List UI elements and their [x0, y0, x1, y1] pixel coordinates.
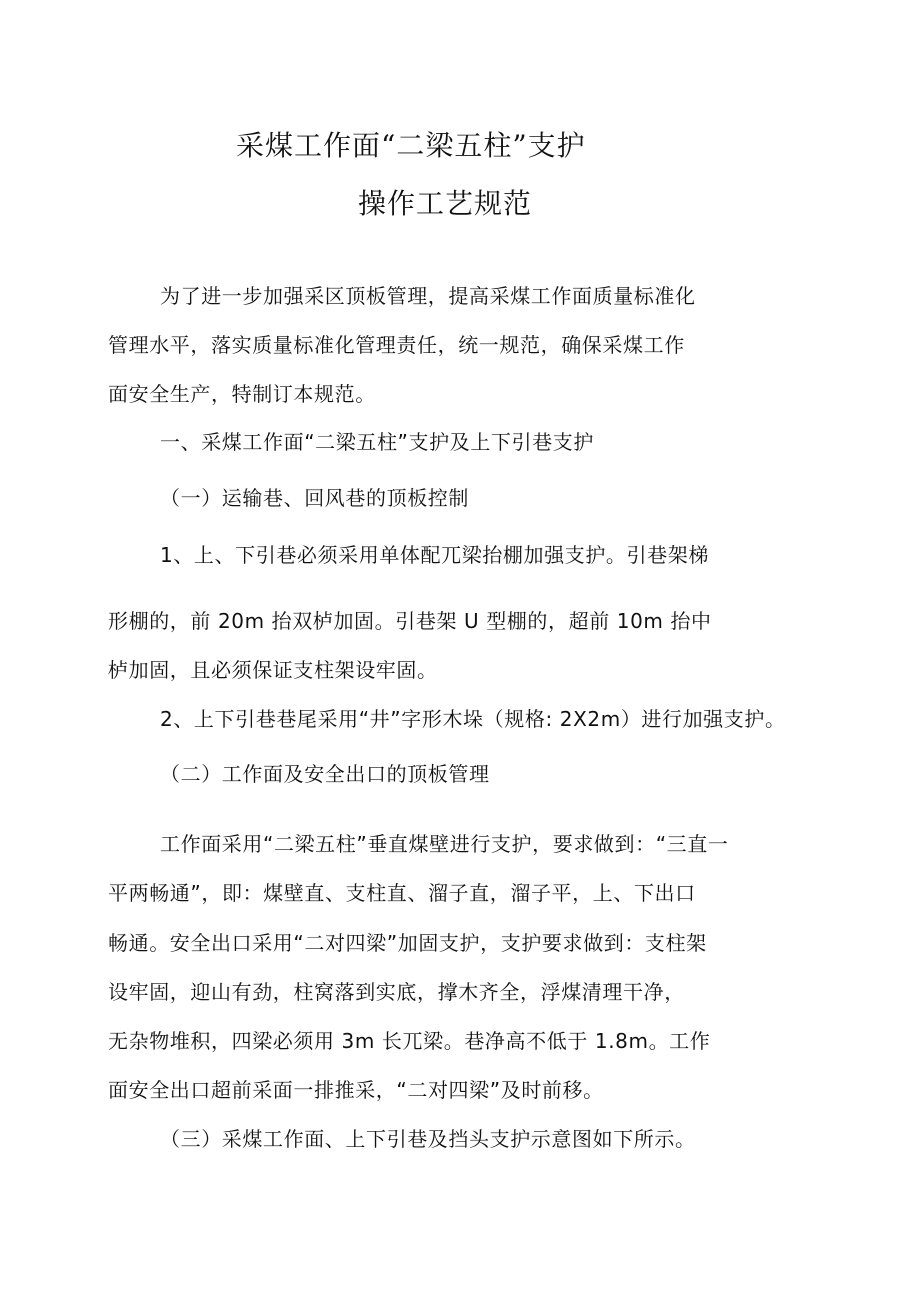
sub2-body-line-5: 无杂物堆积，四梁必须用 3m 长兀梁。巷净高不低于 1.8m。工作 [108, 1029, 711, 1053]
intro-line-3: 面安全生产，特制订本规范。 [108, 382, 376, 406]
subsection-3-heading: （三）采煤工作面、上下引巷及挡头支护示意图如下所示。 [160, 1127, 696, 1151]
sub2-body-line-4: 设牢固，迎山有劲，柱窝落到实底，撑木齐全，浮煤清理干净， [108, 980, 685, 1004]
sub1-item2: 2、上下引巷巷尾采用“井”字形木垛（规格: 2X2m）进行加强支护。 [160, 707, 786, 731]
section-1-heading: 一、采煤工作面“二梁五柱”支护及上下引巷支护 [160, 430, 594, 454]
title-line-2: 操作工艺规范 [358, 187, 533, 220]
subsection-1-heading: （一）运输巷、回风巷的顶板控制 [160, 486, 469, 510]
sub2-body-line-2: 平两畅通”，即：煤壁直、支柱直、溜子直，溜子平，上、下出口 [108, 881, 696, 905]
sub1-item1-line-1: 1、上、下引巷必须采用单体配兀梁抬棚加强支护。引巷架梯 [160, 543, 709, 567]
sub2-body-line-3: 畅通。安全出口采用“二对四梁”加固支护，支护要求做到：支柱架 [108, 931, 707, 955]
subsection-2-heading: （二）工作面及安全出口的顶板管理 [160, 762, 490, 786]
intro-line-1: 为了进一步加强采区顶板管理，提高采煤工作面质量标准化 [160, 284, 696, 308]
sub2-body-line-6: 面安全出口超前采面一排推采，“二对四梁”及时前移。 [108, 1078, 604, 1102]
sub1-item1-line-3: 栌加固，且必须保证支柱架设牢固。 [108, 658, 438, 682]
sub2-body-line-1: 工作面采用“二梁五柱”垂直煤壁进行支护，要求做到：“三直一 [160, 832, 729, 856]
sub1-item1-line-2: 形棚的，前 20m 抬双栌加固。引巷架 U 型棚的，超前 10m 抬中 [108, 609, 712, 633]
title-line-1: 采煤工作面“二梁五柱”支护 [236, 129, 586, 162]
intro-line-2: 管理水平，落实质量标准化管理责任，统一规范，确保采煤工作 [108, 333, 685, 357]
